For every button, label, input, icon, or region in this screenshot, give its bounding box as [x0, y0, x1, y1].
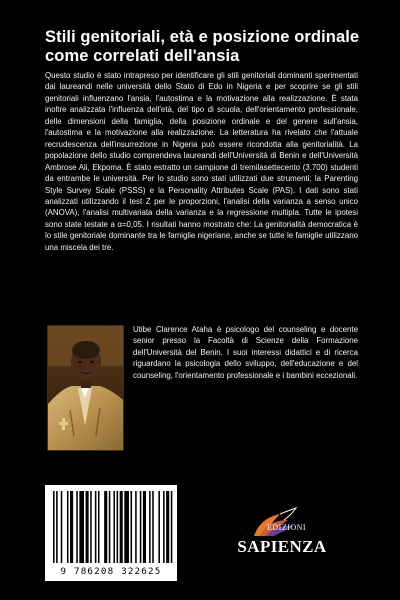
barcode-bar [53, 491, 55, 563]
publisher-name: SAPIENZA [237, 537, 327, 556]
barcode-bar [149, 491, 151, 563]
barcode-bar [131, 491, 133, 563]
barcode-bar [140, 491, 142, 563]
barcode-bar [143, 491, 146, 563]
barcode-bar [171, 491, 173, 563]
isbn-number: 9 786208 322625 [60, 566, 162, 577]
barcode-bar [109, 491, 111, 563]
barcode-bar [120, 491, 123, 563]
barcode-bar [113, 491, 115, 563]
barcode-bar [158, 491, 160, 563]
barcode-bar [70, 491, 73, 563]
publisher-logo [234, 506, 330, 578]
book-title: Stili genitoriali, età e posizione ordinale come correlati dell'ansia [45, 28, 360, 65]
barcode-bar [163, 491, 165, 563]
barcode-bar [98, 491, 100, 563]
barcode-bar [61, 491, 63, 563]
book-abstract: Questo studio è stato intrapreso per identificare gli stili genitoriali dominanti sperimentati dai laureandi nelle università dello Stato di Edo in Nigeria e per scoprire se gli stili genitoriali influenzano l'ansia, l'autostima e la motivazione alla realizzazione. È stata inoltre analizzata l'influenza dell'età, del tipo di scuola, dell'orientamento professionale, delle dimensioni della famiglia, della posizione ordinale e del genere sull'ansia, l'autostima e la motivazione alla realizzazione. La letteratura ha rivelato che l'attuale recrudescenza dell'insurrezione in Nigeria può essere ricondotta alla genitorialità. La popolazione dello studio comprendeva laureandi dell'Università di Benin e dell'Università Ambrose Ali, Ekpoma. È stato estratto un campione di tremilasettecento (3.700) studenti da entrambe le università. Per lo studio sono stati utilizzati due strumenti: la Parenting Style Survey Scale (PSSS) e la Personality Attributes Scale (PAS). I dati sono stati analizzati utilizzando il test Z per le proporzioni, l'analisi della varianza a senso unico (ANOVA), l'analisi multivariata della varianza e la regressione multipla. Tutte le ipotesi sono state testate a α=0,05. I risultati hanno mostrato che: La genitorialità democratica è lo stile genitoriale dominante tra le famiglie nigeriane, anche se tutte le famiglie utilizzano una miscela dei tre. [45, 71, 358, 252]
barcode-bar [117, 491, 119, 563]
barcode-bar [79, 491, 84, 563]
author-biography: Utibe Clarence Ataha è psicologo del counseling e docente senior presso la Facoltà di Scienze della Formazione dell'Università del Benin. I suoi interessi didattici e di ricerca riguardano la psicologia dello sviluppo, dell'educazione e del counseling, l'orientamento professionale e i bambini eccezionali. [133, 325, 358, 380]
publisher-label-small: EDIZIONI [267, 523, 307, 532]
barcode-bar [166, 491, 169, 563]
author-portrait-image [48, 326, 123, 450]
author-photo [47, 325, 124, 451]
barcode-bar [95, 491, 97, 563]
barcode-bar [76, 491, 78, 563]
barcode-bar [56, 491, 58, 563]
barcode-bar [104, 491, 107, 563]
barcode-bar [152, 491, 154, 563]
isbn-barcode [45, 485, 177, 581]
barcode-bar [86, 491, 89, 563]
barcode-bar [67, 491, 69, 563]
barcode-bar [135, 491, 137, 563]
barcode-bar [90, 491, 92, 563]
barcode-bar [124, 491, 129, 563]
